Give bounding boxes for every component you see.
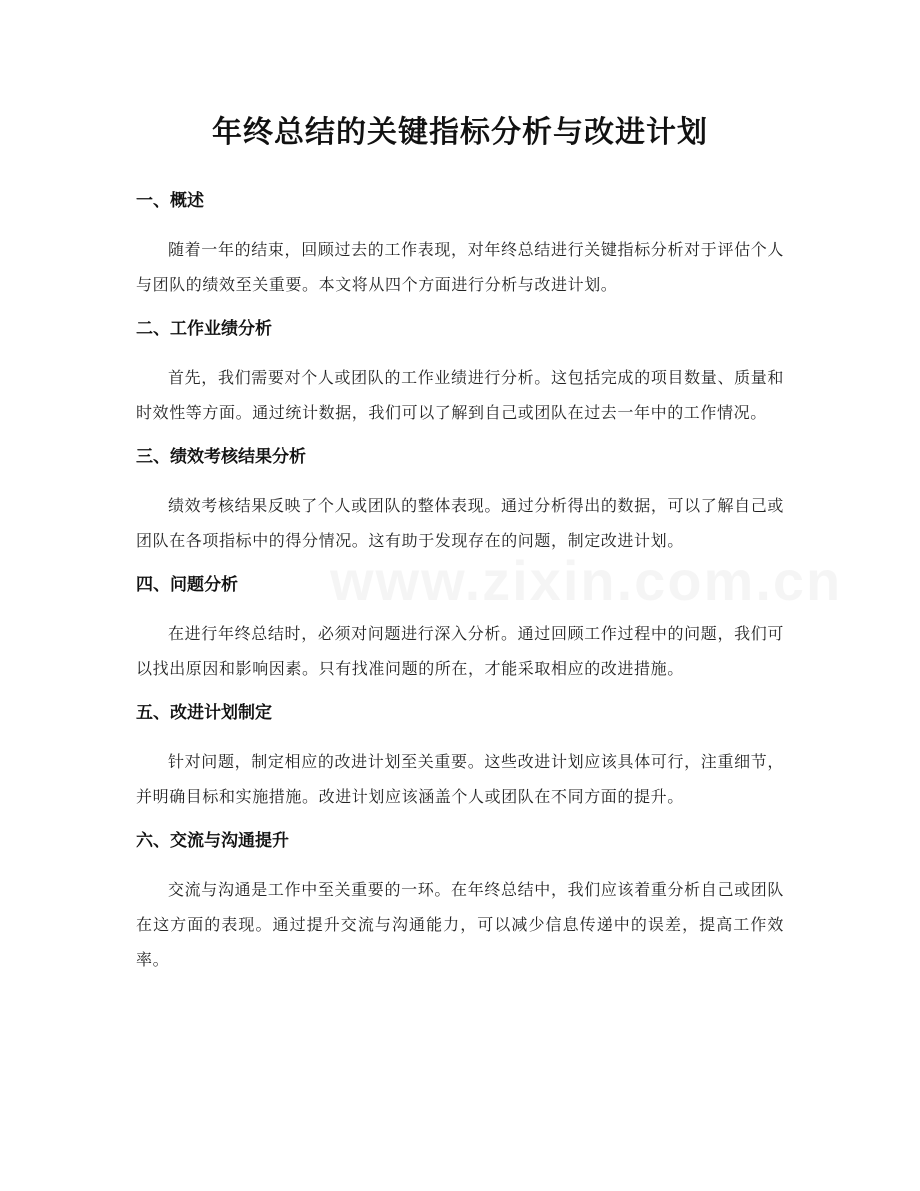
section-paragraph: 绩效考核结果反映了个人或团队的整体表现。通过分析得出的数据，可以了解自己或团队在各项指标中的得分情况。这有助于发现存在的问题，制定改进计划。 [136,496,784,550]
section-heading: 五、改进计划制定 [136,703,272,723]
document-title: 年终总结的关键指标分析与改进计划 [212,115,708,150]
section-heading: 一、概述 [136,191,204,211]
section-communication [136,828,784,977]
section-appraisal-results [136,444,784,558]
section-heading: 四、问题分析 [136,575,238,595]
section-work-performance [136,316,784,430]
section-paragraph: 随着一年的结束，回顾过去的工作表现，对年终总结进行关键指标分析对于评估个人与团队的绩效至关重要。本文将从四个方面进行分析与改进计划。 [136,240,784,294]
section-problem-analysis [136,572,784,686]
section-overview [136,188,784,302]
section-improvement-plan [136,700,784,814]
section-paragraph: 首先，我们需要对个人或团队的工作业绩进行分析。这包括完成的项目数量、质量和时效性等方面。通过统计数据，我们可以了解到自己或团队在过去一年中的工作情况。 [136,368,784,422]
section-heading: 六、交流与沟通提升 [136,831,289,851]
section-paragraph: 针对问题，制定相应的改进计划至关重要。这些改进计划应该具体可行，注重细节，并明确目标和实施措施。改进计划应该涵盖个人或团队在不同方面的提升。 [136,752,784,806]
section-heading: 三、绩效考核结果分析 [136,447,306,467]
section-heading: 二、工作业绩分析 [136,319,272,339]
section-paragraph: 在进行年终总结时，必须对问题进行深入分析。通过回顾工作过程中的问题，我们可以找出原因和影响因素。只有找准问题的所在，才能采取相应的改进措施。 [136,624,784,678]
section-paragraph: 交流与沟通是工作中至关重要的一环。在年终总结中，我们应该着重分析自己或团队在这方面的表现。通过提升交流与沟通能力，可以减少信息传递中的误差，提高工作效率。 [136,880,784,969]
